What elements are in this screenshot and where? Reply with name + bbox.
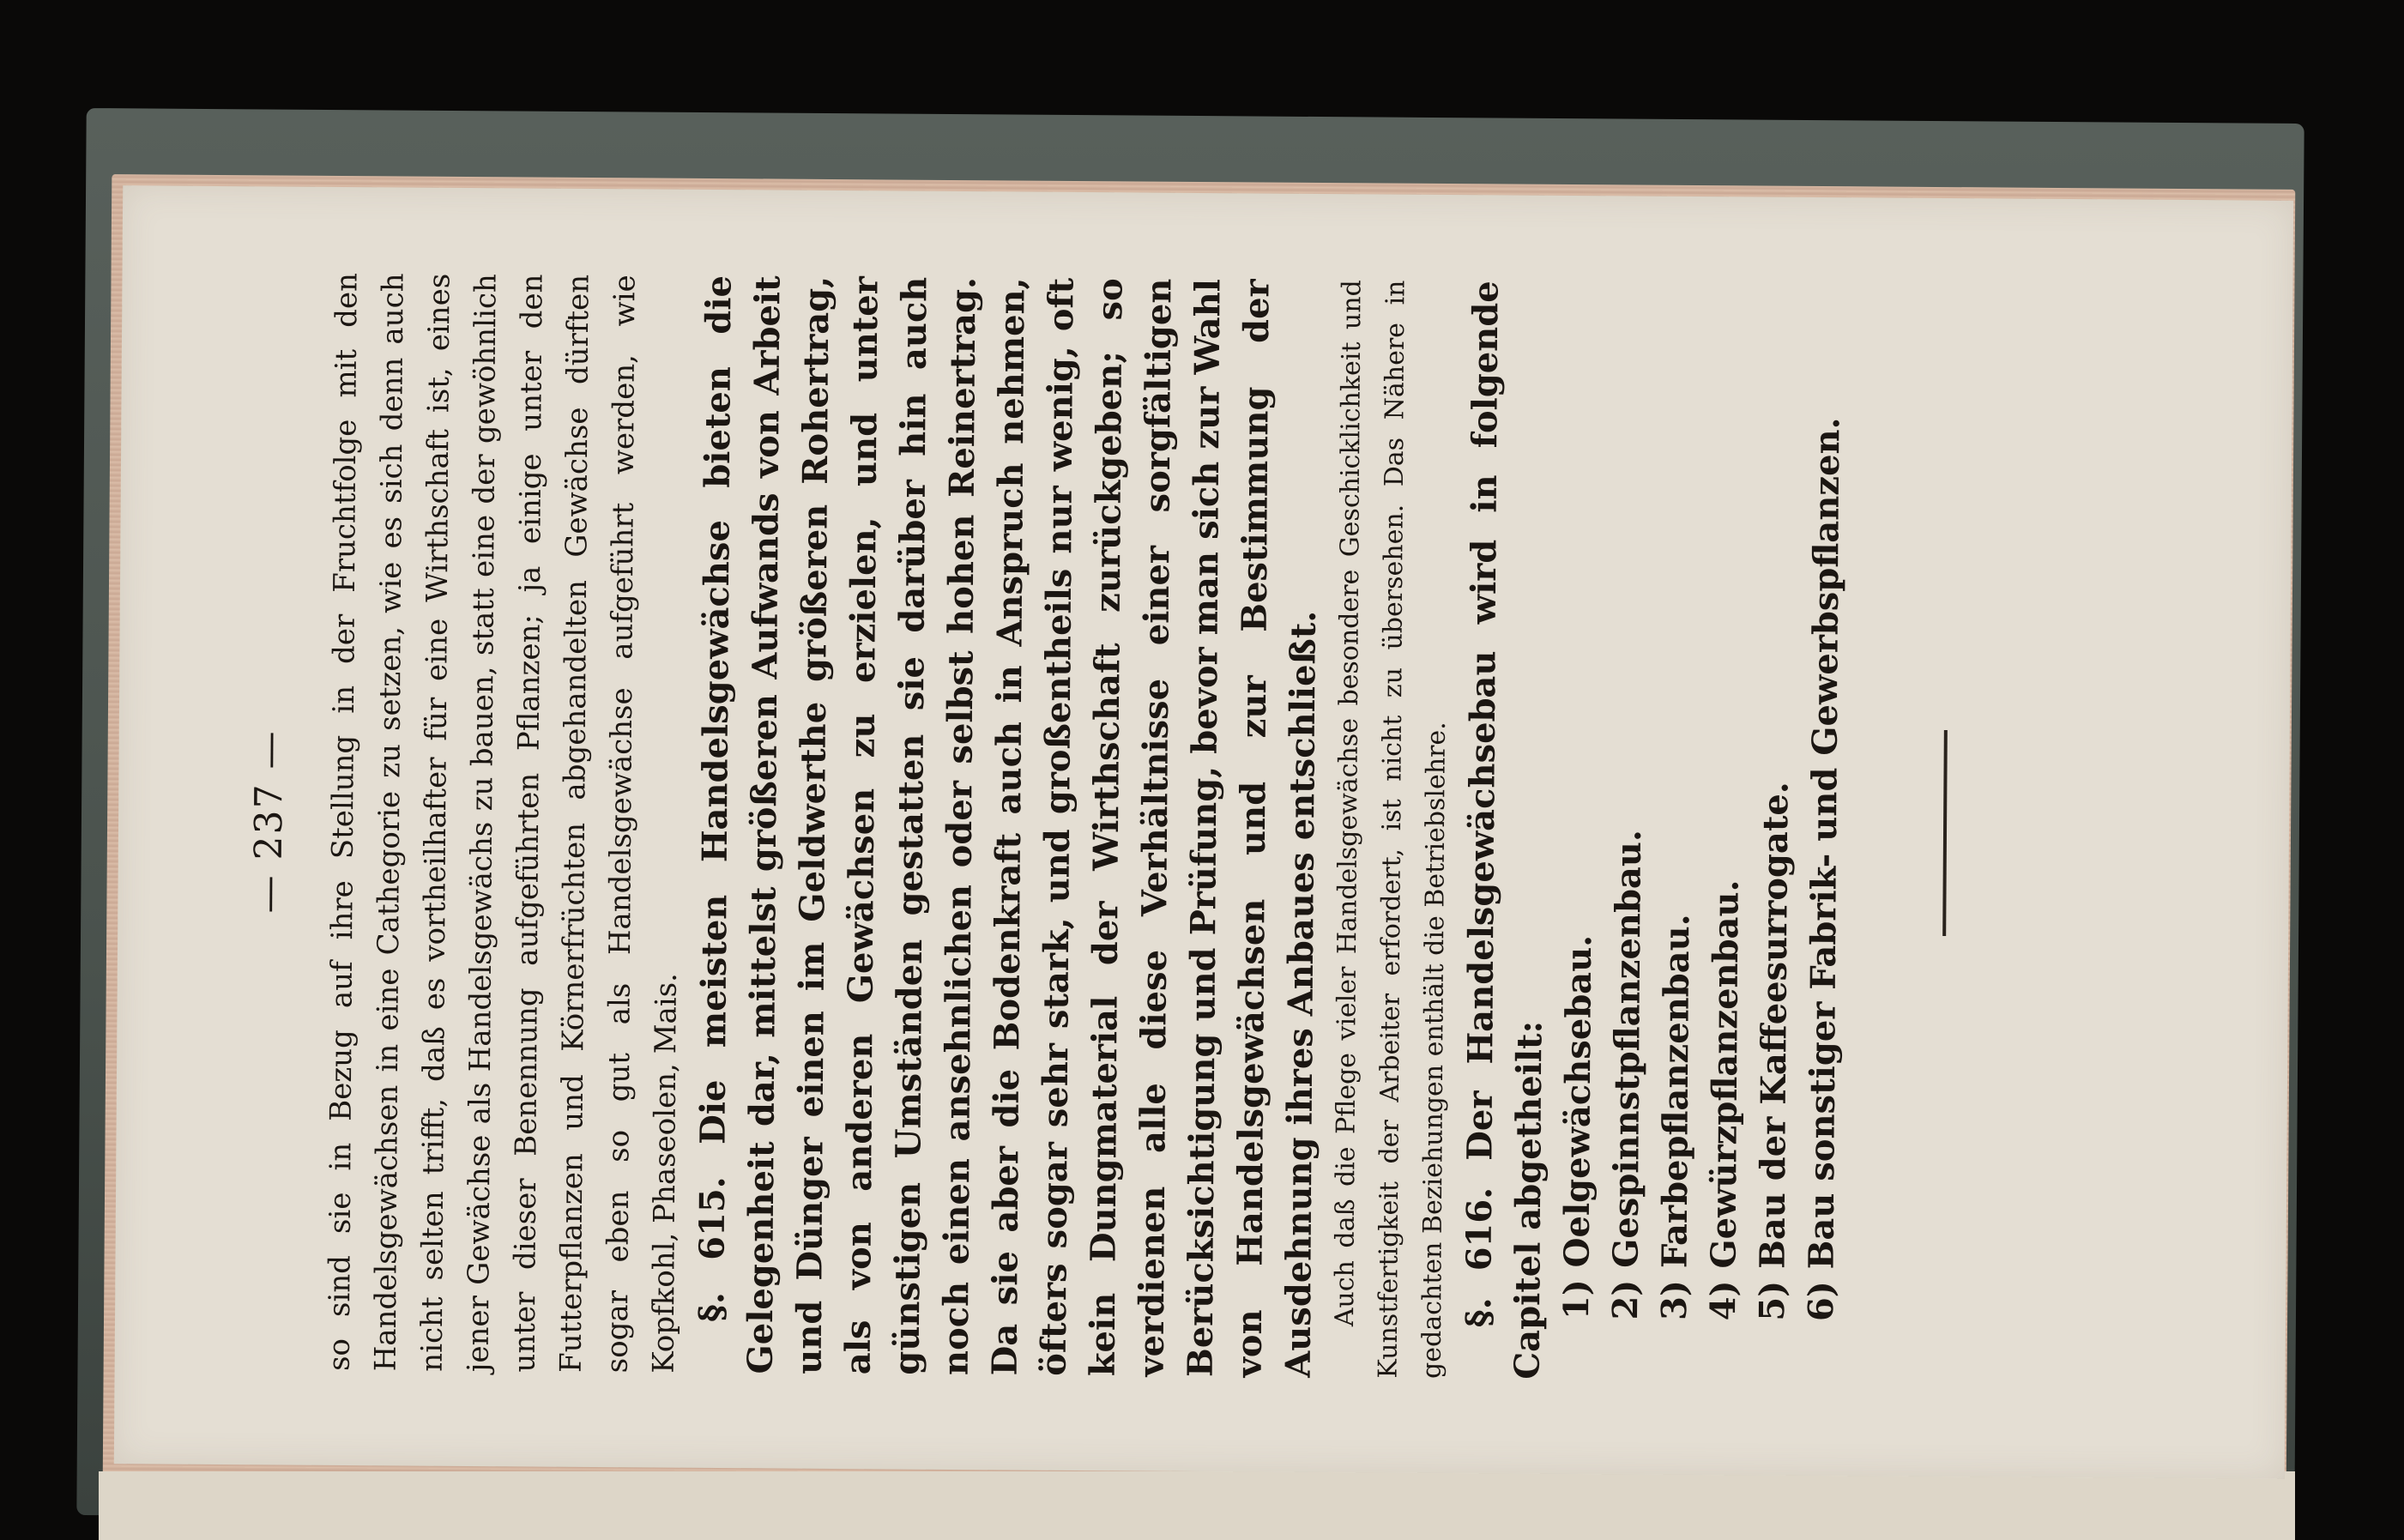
chapter-item: 6) Bau sonstiger Fabrik- und Gewerbspflanzen. (1801, 417, 1848, 1322)
paragraph-615: §. 615. Die meisten Handelsgewächse bieten die Gelegenheit dar, mittelst größeren Aufwands von Arbeit und Dünger einen im Geldwerthe größeren Rohertrag, als von anderen Gewächsen zu erzielen, und unter günstigen Umständen gestatten sie darüber hin auch noch einen ansehnlichen oder selbst hohen Reinertrag. Da sie aber die Bodenkraft auch in Anspruch nehmen, öfters sogar sehr stark, und großentheils nur wenig, oft kein Dungmaterial der Wirthschaft zurückgeben; so verdienen alle diese Verhältnisse einer sorgfältigen Berücksichtigung und Prüfung, bevor man sich zur Wahl von Handelsgewächsen und zur Bestimmung der Ausdehnung ihres Anbaues entschließt. (692, 275, 1324, 1378)
facing-page-edge (99, 1471, 2295, 1540)
chapter-item: 4) Gewürzpflanzenbau. (1703, 879, 1747, 1321)
paragraph-continuation: so sind sie in Bezug auf ihre Stellung in der Fruchtfolge mit den Handelsgewächsen in eine Cathegorie zu setzen, wie es sich denn auch nicht selten trifft, daß es vortheilhafter für eine Wirthschaft ist, eines jener Gewächse als Handelsgewächs zu bauen, statt eine der gewöhnlich unter dieser Benennung aufgeführten Pflanzen; ja einige unter den Futterpflanzen und Körnerfrüchten abgehandelten Gewächse dürften sogar eben so gut als Handelsgewächse aufgeführt werden, wie Kopfkohl, Phaseolen, Mais. (322, 272, 684, 1374)
chapter-item: 3) Farbepflanzenbau. (1654, 914, 1698, 1321)
text-column (244, 272, 1951, 1382)
section-end-rule (1942, 730, 1948, 936)
chapter-list (1552, 281, 1853, 1381)
chapter-item: 5) Bau der Kaffeesurrogate. (1752, 782, 1797, 1321)
chapter-item: 1) Oelgewächsebau. (1556, 934, 1600, 1320)
paragraph-616: §. 616. Der Handelsgewächsebau wird in folgende Capitel abgetheilt: (1458, 281, 1550, 1380)
book-page (114, 185, 2293, 1479)
chapter-item: 2) Gespinnstpflanzenbau. (1605, 829, 1650, 1320)
paragraph-note: Auch daß die Pflege vieler Handelsgewächse besondere Geschicklichkeit und Kunstfertigkeit der Arbeiter erfordert, ist nicht zu übersehen. Das Nähere in gedachten Beziehungen enthält die Betriebslehre. (1329, 280, 1452, 1379)
rotated-text-block (114, 202, 2293, 1462)
page-number: — 237 — (246, 729, 292, 914)
